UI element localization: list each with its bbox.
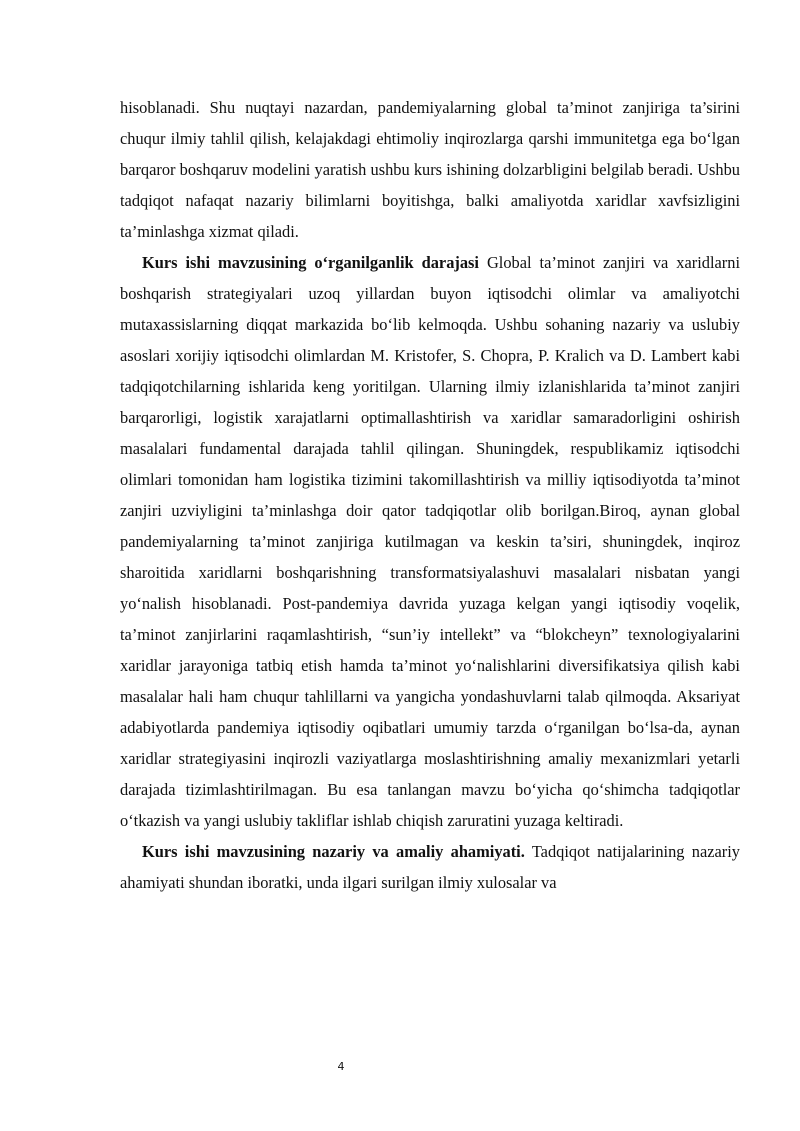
paragraph-relevance-end: hisoblanadi. Shu nuqtayi nazardan, pandemiyalarning global ta’minot zanjiriga ta’sirini chuqur ilmiy tahlil qilish, kelajakdagi ehtimoliy inqirozlarga qarshi immunitetga ega bo‘lgan barqaror boshqaruv modelini yaratish ushbu kurs ishining dolzarbligini belgilab beradi. Ushbu tadqiqot nafaqat nazariy bilimlarni boyitishga, balki amaliyotda xaridlar xavfsizligini ta’minlashga xizmat qiladi.	[120, 98, 740, 241]
paragraph-study-level	[120, 247, 740, 836]
significance-body: Tadqiqot natijalarining nazariy ahamiyati shundan iboratki, unda ilgari surilgan ilmiy xulosalar va	[120, 842, 740, 892]
significance-heading: Kurs ishi mavzusining nazariy va amaliy ahamiyati.	[142, 842, 525, 861]
study-level-body: Global ta’minot zanjiri va xaridlarni boshqarish strategiyalari uzoq yillardan buyon iqtisodchi olimlar va amaliyotchi mutaxassislarning diqqat markazida bo‘lib kelmoqda. Ushbu sohaning nazariy va uslubiy asoslari xorijiy iqtisodchi olimlardan M. Kristofer, S. Chopra, P. Kralich va D. Lambert kabi tadqiqotchilarning ishlarida keng yoritilgan. Ularning ilmiy izlanishlarida ta’minot zanjiri barqarorligi, logistik xarajatlarni optimallashtirish va xaridlar samaradorligini oshirish masalalari fundamental darajada tahlil qilingan. Shuningdek, respublikamiz iqtisodchi olimlari tomonidan ham logistika tizimini takomillashtirish va milliy iqtisodiyotda ta’minot zanjiri uzviyligini ta’minlashga doir qator tadqiqotlar olib borilgan.Biroq, aynan global pandemiyalarning ta’minot zanjiriga kutilmagan va keskin ta’siri, shuningdek, inqiroz sharoitida xaridlarni boshqarishning transformatsiyalashuvi masalalari nisbatan yangi yo‘nalish hisoblanadi. Post-pandemiya davrida yuzaga kelgan yangi iqtisodiy voqelik, ta’minot zanjirlarini raqamlashtirish, “sun’iy intellekt” va “blokcheyn” texnologiyalarini xaridlar jarayoniga tatbiq etish hamda ta’minot yo‘nalishlarini diversifikatsiya qilish kabi masalalar hali ham chuqur tahlillarni va yangicha yondashuvlarni talab qilmoqda. Aksariyat adabiyotlarda pandemiya iqtisodiy oqibatlari umumiy tarzda o‘rganilgan bo‘lsa-da, aynan xaridlar strategiyasini inqirozli vaziyatlarga moslashtirishning amaliy mexanizmlari yetarli darajada tizimlashtirilmagan. Bu esa tanlangan mavzu bo‘yicha qo‘shimcha tadqiqotlar o‘tkazish va yangi uslubiy takliflar ishlab chiqish zaruratini yuzaga keltiradi.	[120, 253, 741, 830]
paragraph-significance	[120, 836, 740, 898]
body-text	[120, 92, 740, 898]
page-number: 4	[337, 1060, 345, 1073]
study-level-heading: Kurs ishi mavzusining o‘rganilganlik darajasi	[142, 253, 479, 272]
